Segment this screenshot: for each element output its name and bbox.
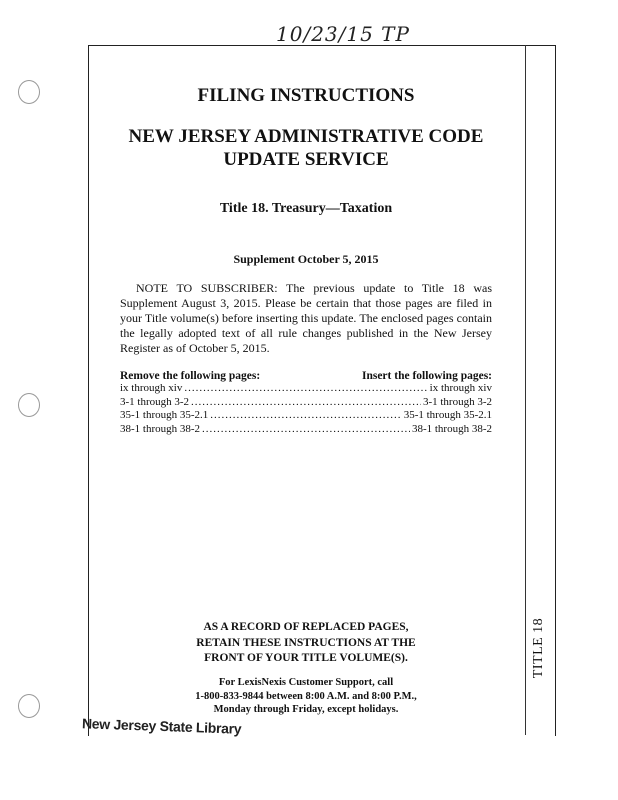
remove-range: 38-1 through 38-2 bbox=[120, 422, 201, 435]
punch-hole-bottom bbox=[18, 694, 40, 718]
leader-dots bbox=[210, 409, 401, 422]
pages-row bbox=[120, 396, 492, 409]
support-hours-line: Monday through Friday, except holidays. bbox=[213, 704, 399, 716]
leader-dots bbox=[184, 382, 427, 395]
supplement-date: Supplement October 5, 2015 bbox=[233, 252, 379, 267]
library-stamp: New Jersey State Library bbox=[81, 715, 242, 737]
punch-hole-top bbox=[18, 80, 40, 104]
remove-pages-header: Remove the following pages: bbox=[120, 370, 261, 383]
retain-line-1: AS A RECORD OF REPLACED PAGES, bbox=[203, 621, 409, 633]
support-phone-line: 1-800-833-9844 between 8:00 A.M. and 8:00 P.M., bbox=[195, 690, 417, 702]
insert-range: ix through xiv bbox=[429, 382, 492, 395]
pages-row bbox=[120, 409, 492, 422]
code-name-line-1: NEW JERSEY ADMINISTRATIVE CODE bbox=[128, 125, 484, 147]
pages-row bbox=[120, 382, 492, 395]
support-line-1: For LexisNexis Customer Support, call bbox=[218, 677, 394, 688]
insert-range: 3-1 through 3-2 bbox=[422, 395, 492, 408]
remove-range: 3-1 through 3-2 bbox=[120, 395, 190, 408]
handwritten-date-note: 10/23/15 TP bbox=[276, 22, 410, 46]
pages-row bbox=[120, 423, 492, 436]
side-tab-title bbox=[524, 612, 554, 684]
remove-range: ix through xiv bbox=[120, 382, 183, 395]
title-subject: Title 18. Treasury—Taxation bbox=[219, 201, 393, 217]
document-title: FILING INSTRUCTIONS bbox=[197, 85, 415, 106]
subscriber-note: NOTE TO SUBSCRIBER: The previous update to Title 18 was Supplement August 3, 2015. Please be certain that those pages are filed in your Title volume(s) before inserting this update. The enclosed pages contain the legally adopted text of all rule changes published in the New Jersey Register as of October 5, 2015. bbox=[120, 281, 492, 356]
retain-line-2: RETAIN THESE INSTRUCTIONS AT THE bbox=[196, 636, 416, 649]
leader-dots bbox=[202, 423, 410, 436]
pages-table-header bbox=[120, 370, 492, 382]
insert-range: 38-1 through 38-2 bbox=[411, 422, 492, 435]
code-name-line-2: UPDATE SERVICE bbox=[223, 148, 389, 170]
filing-instructions-body bbox=[120, 85, 492, 436]
customer-support-info bbox=[120, 676, 492, 717]
leader-dots bbox=[191, 396, 421, 409]
retain-line-3: FRONT OF YOUR TITLE VOLUME(S). bbox=[204, 652, 408, 665]
side-tab-label: TITLE 18 bbox=[531, 617, 546, 679]
remove-range: 35-1 through 35-2.1 bbox=[120, 409, 209, 422]
insert-pages-header: Insert the following pages: bbox=[361, 370, 492, 383]
insert-range: 35-1 through 35-2.1 bbox=[403, 409, 492, 422]
punch-hole-middle bbox=[18, 393, 40, 417]
retain-instructions bbox=[120, 620, 492, 667]
